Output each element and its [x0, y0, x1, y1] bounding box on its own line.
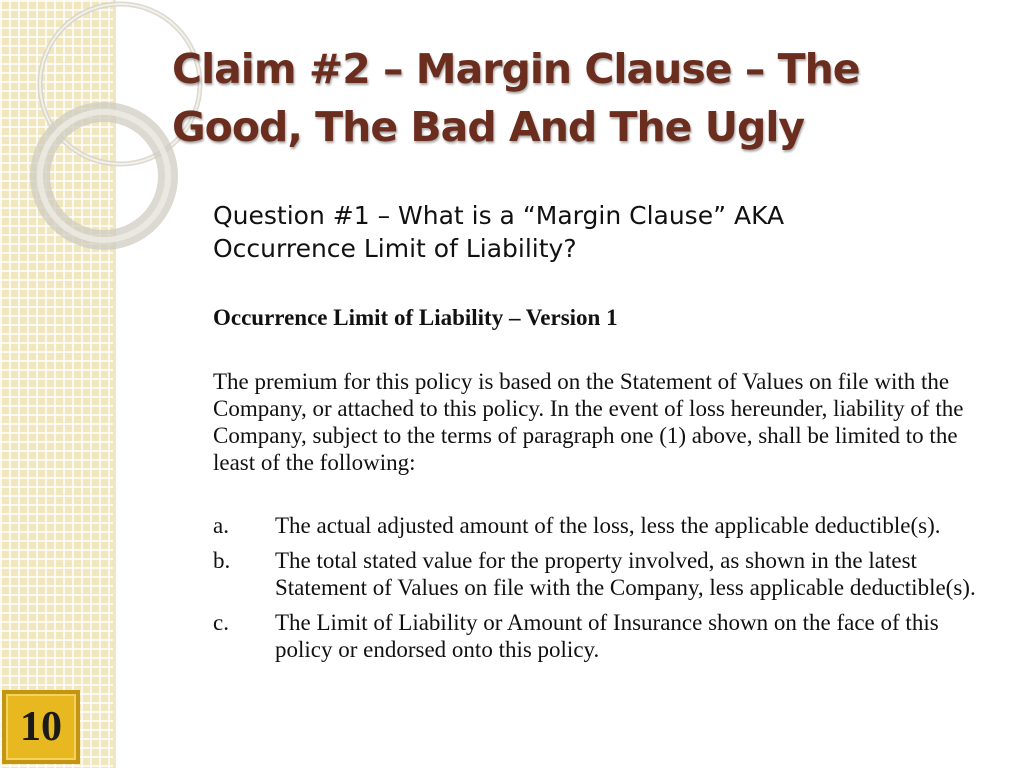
section-heading: Occurrence Limit of Liability – Version 1	[213, 305, 618, 330]
clause-list	[213, 512, 998, 671]
list-item-text: The Limit of Liability or Amount of Insurance shown on the face of this policy or endorsed onto this policy.	[275, 610, 939, 662]
list-item	[213, 609, 998, 663]
question-line-2: Occurrence Limit of Liability?	[213, 234, 577, 263]
slide-number: 10	[20, 704, 62, 750]
list-item-text: The actual adjusted amount of the loss, less the applicable deductible(s).	[275, 513, 941, 538]
list-marker: b.	[213, 548, 231, 573]
list-item	[213, 512, 998, 539]
slide-number-badge	[2, 690, 80, 764]
list-item-text: The total stated value for the property involved, as shown in the latest Statement of Values on file with the Company, less applicable deductible(s).	[275, 548, 976, 600]
list-marker: c.	[213, 610, 229, 635]
slide-title-line-1: Claim #2 – Margin Clause – The	[172, 45, 860, 93]
slide-title-line-2: Good, The Bad And The Ugly	[172, 103, 805, 151]
list-marker: a.	[213, 513, 229, 538]
list-item	[213, 547, 998, 601]
question-line-1: Question #1 – What is a “Margin Clause” AKA	[213, 201, 785, 230]
question-heading	[213, 199, 993, 265]
section-paragraph: The premium for this policy is based on the Statement of Values on file with the Company, or attached to this policy. In the event of loss hereunder, liability of the Company, subject to the terms of paragraph one (1) above, shall be limited to the least of the following:	[213, 369, 964, 475]
slide-title	[172, 40, 992, 156]
